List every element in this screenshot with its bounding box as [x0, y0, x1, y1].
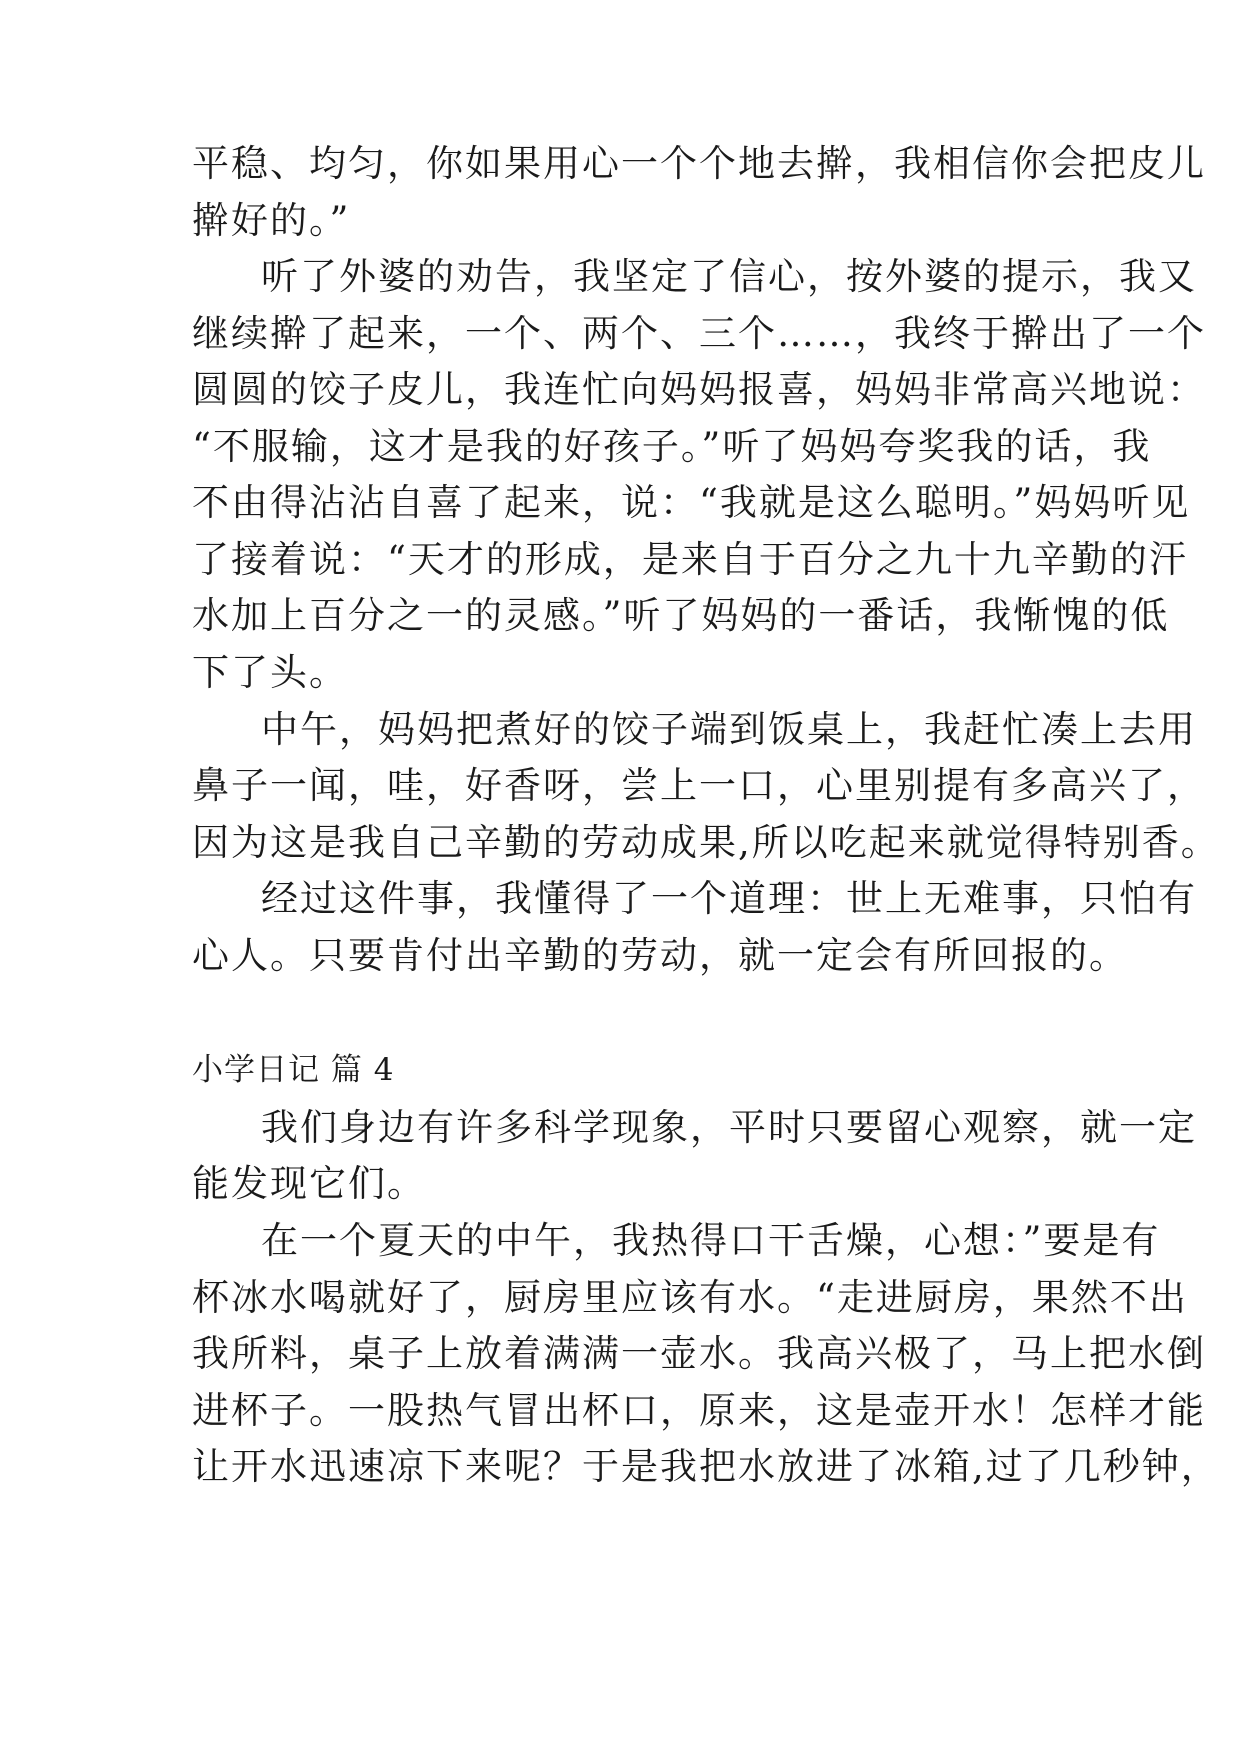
text-line: 继续擀了起来，一个、两个、三个……，我终于擀出了一个 [192, 312, 1206, 355]
text-line: 让开水迅速凉下来呢？于是我把水放进了冰箱,过了几秒钟， [192, 1445, 1220, 1488]
section-heading: 小学日记 篇 4 [192, 1052, 395, 1088]
text-line: 平稳、均匀，你如果用心一个个地去擀，我相信你会把皮儿 [192, 142, 1206, 185]
paragraph-first-line: 中午，妈妈把煮好的饺子端到饭桌上，我赶忙凑上去用 [261, 708, 1197, 751]
text-line: 因为这是我自己辛勤的劳动成果,所以吃起来就觉得特别香。 [192, 821, 1220, 864]
text-line: 不由得沾沾自喜了起来，说：“我就是这么聪明。”妈妈听见 [192, 481, 1191, 524]
text-line: 下了头。 [192, 651, 348, 694]
paragraph-first-line: 在一个夏天的中午，我热得口干舌燥，心想：”要是有 [261, 1219, 1161, 1262]
text-line: 心人。只要肯付出辛勤的劳动，就一定会有所回报的。 [192, 934, 1128, 977]
text-line: 擀好的。” [192, 199, 351, 242]
text-line: 杯冰水喝就好了，厨房里应该有水。“走进厨房，果然不出 [192, 1276, 1188, 1319]
text-line: 了接着说：“天才的形成，是来自于百分之九十九辛勤的汗 [192, 538, 1188, 581]
paragraph-first-line: 我们身边有许多科学现象，平时只要留心观察，就一定 [261, 1106, 1197, 1149]
text-line: 鼻子一闻，哇，好香呀，尝上一口，心里别提有多高兴了， [192, 764, 1206, 807]
text-line: 我所料，桌子上放着满满一壶水。我高兴极了，马上把水倒 [192, 1332, 1206, 1375]
text-line: 能发现它们。 [192, 1162, 426, 1205]
text-line: 进杯子。一股热气冒出杯口，原来，这是壶开水！怎样才能 [192, 1389, 1206, 1432]
paragraph-first-line: 经过这件事，我懂得了一个道理：世上无难事，只怕有 [261, 877, 1197, 920]
text-line: 圆圆的饺子皮儿，我连忙向妈妈报喜，妈妈非常高兴地说： [192, 368, 1206, 411]
text-line: “不服输，这才是我的好孩子。”听了妈妈夸奖我的话，我 [192, 425, 1152, 468]
text-line: 水加上百分之一的灵感。”听了妈妈的一番话，我惭愧的低 [192, 594, 1170, 637]
paragraph-first-line: 听了外婆的劝告，我坚定了信心，按外婆的提示，我又 [261, 255, 1197, 298]
